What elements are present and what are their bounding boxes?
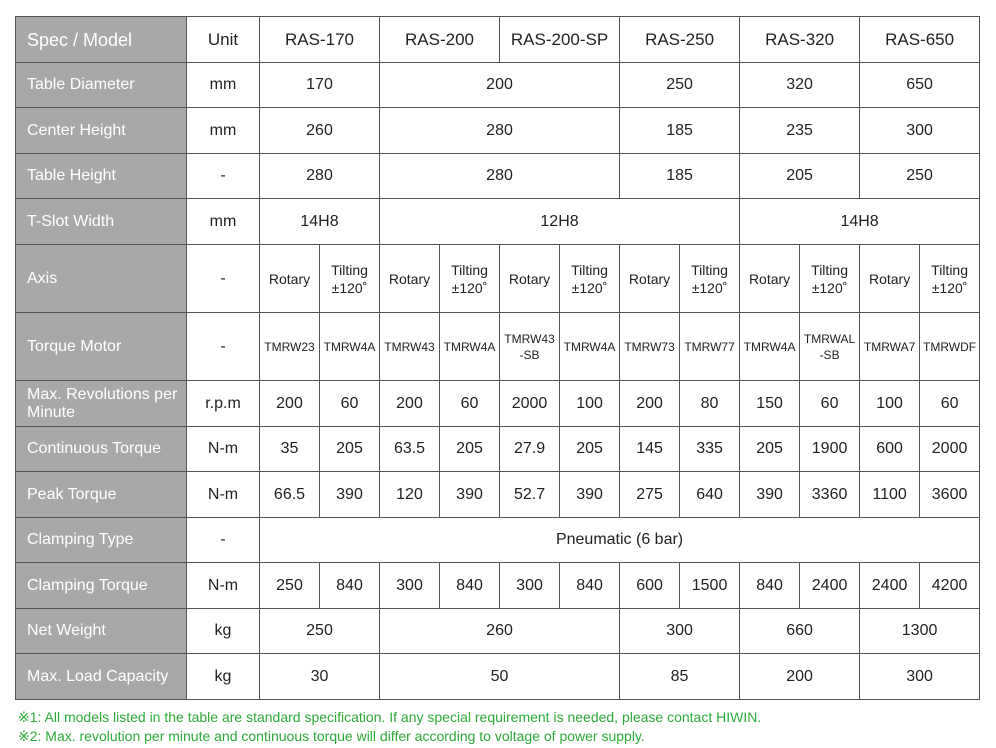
unit-cell: N-m [187,563,260,609]
value-cell: 170 [260,63,380,108]
value-cell: 52.7 [500,472,560,518]
value-cell: 100 [560,381,620,427]
table-row [16,427,980,472]
value-cell: 1900 [800,427,860,472]
value-cell: 390 [740,472,800,518]
value-cell: 120 [380,472,440,518]
value-cell: 60 [320,381,380,427]
value-cell: Pneumatic (6 bar) [260,518,980,563]
value-cell: 205 [740,427,800,472]
axis-tilting-angle: ±120˚ [811,279,848,296]
value-cell: 50 [380,654,620,700]
motor-cell: TMRW4A [320,313,380,381]
value-cell: 260 [380,609,620,654]
value-cell: 640 [680,472,740,518]
row-label: Table Diameter [16,63,187,108]
model-header: RAS-200 [380,17,500,63]
table-row [16,609,980,654]
value-cell: 2400 [860,563,920,609]
value-cell: 300 [860,108,980,154]
value-cell: 275 [620,472,680,518]
footnotes [18,708,761,746]
axis-tilting [920,245,980,313]
motor-cell: TMRWDF [920,313,980,381]
axis-tilting-label: Tilting [691,261,728,278]
value-cell: 185 [620,108,740,154]
value-cell: 650 [860,63,980,108]
value-cell: 250 [260,563,320,609]
motor-cell: TMRW4A [740,313,800,381]
model-header: RAS-650 [860,17,980,63]
unit-cell: - [187,313,260,381]
value-cell: 235 [740,108,860,154]
row-label: Peak Torque [16,472,187,518]
table-row [16,313,980,381]
value-cell: 2000 [920,427,980,472]
value-cell: 63.5 [380,427,440,472]
motor-cell: TMRW43-SB [500,313,560,381]
axis-tilting-label: Tilting [571,261,608,278]
axis-tilting-label: Tilting [451,261,488,278]
axis-tilting [320,245,380,313]
table-row [16,563,980,609]
value-cell: 60 [920,381,980,427]
value-cell: 600 [860,427,920,472]
row-label: Torque Motor [16,313,187,381]
motor-cell: TMRW23 [260,313,320,381]
value-cell: 1300 [860,609,980,654]
motor-cell: TMRWAL-SB [800,313,860,381]
axis-tilting-angle: ±120˚ [931,279,968,296]
value-cell: 300 [500,563,560,609]
value-cell: 250 [620,63,740,108]
value-cell: 390 [560,472,620,518]
unit-cell: - [187,245,260,313]
axis-tilting-angle: ±120˚ [451,279,488,296]
value-cell: 100 [860,381,920,427]
unit-cell: r.p.m [187,381,260,427]
row-label: Net Weight [16,609,187,654]
axis-tilting-label: Tilting [811,261,848,278]
value-cell: 200 [380,63,620,108]
row-label: Continuous Torque [16,427,187,472]
table-row [16,518,980,563]
table-row [16,654,980,700]
value-cell: 250 [260,609,380,654]
table-row [16,108,980,154]
axis-rotary: Rotary [740,245,800,313]
unit-cell: N-m [187,427,260,472]
axis-tilting-label: Tilting [331,261,368,278]
value-cell: 14H8 [740,199,980,245]
model-header: RAS-170 [260,17,380,63]
axis-tilting-angle: ±120˚ [331,279,368,296]
axis-tilting [440,245,500,313]
value-cell: 840 [440,563,500,609]
table-row [16,472,980,518]
row-label: Table Height [16,154,187,199]
value-cell: 320 [740,63,860,108]
table-row [16,154,980,199]
value-cell: 145 [620,427,680,472]
footnote: ※2: Max. revolution per minute and continuous torque will differ according to voltage of power supply. [18,728,645,744]
footnote: ※1: All models listed in the table are standard specification. If any special requirement is needed, please contact HIWIN. [18,709,762,725]
axis-tilting [800,245,860,313]
axis-tilting [560,245,620,313]
motor-cell: TMRW43 [380,313,440,381]
value-cell: 280 [380,154,620,199]
value-cell: 14H8 [260,199,380,245]
model-header: RAS-200-SP [500,17,620,63]
spec-model-header: Spec / Model [16,17,187,63]
axis-tilting-angle: ±120˚ [571,279,608,296]
value-cell: 840 [320,563,380,609]
value-cell: 200 [380,381,440,427]
value-cell: 280 [380,108,620,154]
unit-header: Unit [187,17,260,63]
value-cell: 250 [860,154,980,199]
row-label: Center Height [16,108,187,154]
value-cell: 660 [740,609,860,654]
value-cell: 66.5 [260,472,320,518]
model-header: RAS-320 [740,17,860,63]
motor-cell: TMRW77 [680,313,740,381]
motor-cell: TMRW4A [440,313,500,381]
value-cell: 840 [560,563,620,609]
value-cell: 12H8 [380,199,740,245]
motor-cell: TMRW73 [620,313,680,381]
model-header: RAS-250 [620,17,740,63]
value-cell: 3360 [800,472,860,518]
unit-cell: kg [187,609,260,654]
row-label: Max. Load Capacity [16,654,187,700]
row-label: T-Slot Width [16,199,187,245]
value-cell: 30 [260,654,380,700]
value-cell: 205 [560,427,620,472]
unit-cell: mm [187,199,260,245]
row-label: Axis [16,245,187,313]
motor-cell: TMRWA7 [860,313,920,381]
value-cell: 205 [740,154,860,199]
value-cell: 205 [320,427,380,472]
value-cell: 840 [740,563,800,609]
unit-cell: kg [187,654,260,700]
motor-cell: TMRW4A [560,313,620,381]
value-cell: 150 [740,381,800,427]
value-cell: 185 [620,154,740,199]
axis-row [16,245,980,313]
axis-rotary: Rotary [620,245,680,313]
unit-cell: - [187,154,260,199]
row-label: Clamping Torque [16,563,187,609]
axis-rotary: Rotary [260,245,320,313]
axis-tilting-label: Tilting [931,261,968,278]
axis-tilting [680,245,740,313]
table-row [16,199,980,245]
value-cell: 280 [260,154,380,199]
value-cell: 1100 [860,472,920,518]
header-row [16,17,980,63]
row-label: Max. Revolutions per Minute [16,381,187,427]
table-row [16,381,980,427]
value-cell: 27.9 [500,427,560,472]
unit-cell: mm [187,63,260,108]
axis-rotary: Rotary [380,245,440,313]
axis-tilting-angle: ±120˚ [691,279,728,296]
value-cell: 2400 [800,563,860,609]
value-cell: 4200 [920,563,980,609]
row-label: Clamping Type [16,518,187,563]
value-cell: 205 [440,427,500,472]
value-cell: 80 [680,381,740,427]
value-cell: 300 [620,609,740,654]
value-cell: 300 [380,563,440,609]
unit-cell: N-m [187,472,260,518]
value-cell: 300 [860,654,980,700]
value-cell: 60 [440,381,500,427]
value-cell: 335 [680,427,740,472]
value-cell: 85 [620,654,740,700]
unit-cell: mm [187,108,260,154]
value-cell: 390 [320,472,380,518]
axis-rotary: Rotary [500,245,560,313]
spec-table [15,16,980,700]
value-cell: 60 [800,381,860,427]
value-cell: 200 [620,381,680,427]
value-cell: 1500 [680,563,740,609]
axis-rotary: Rotary [860,245,920,313]
value-cell: 200 [740,654,860,700]
value-cell: 260 [260,108,380,154]
value-cell: 2000 [500,381,560,427]
unit-cell: - [187,518,260,563]
value-cell: 600 [620,563,680,609]
value-cell: 390 [440,472,500,518]
value-cell: 200 [260,381,320,427]
value-cell: 35 [260,427,320,472]
table-row [16,63,980,108]
value-cell: 3600 [920,472,980,518]
